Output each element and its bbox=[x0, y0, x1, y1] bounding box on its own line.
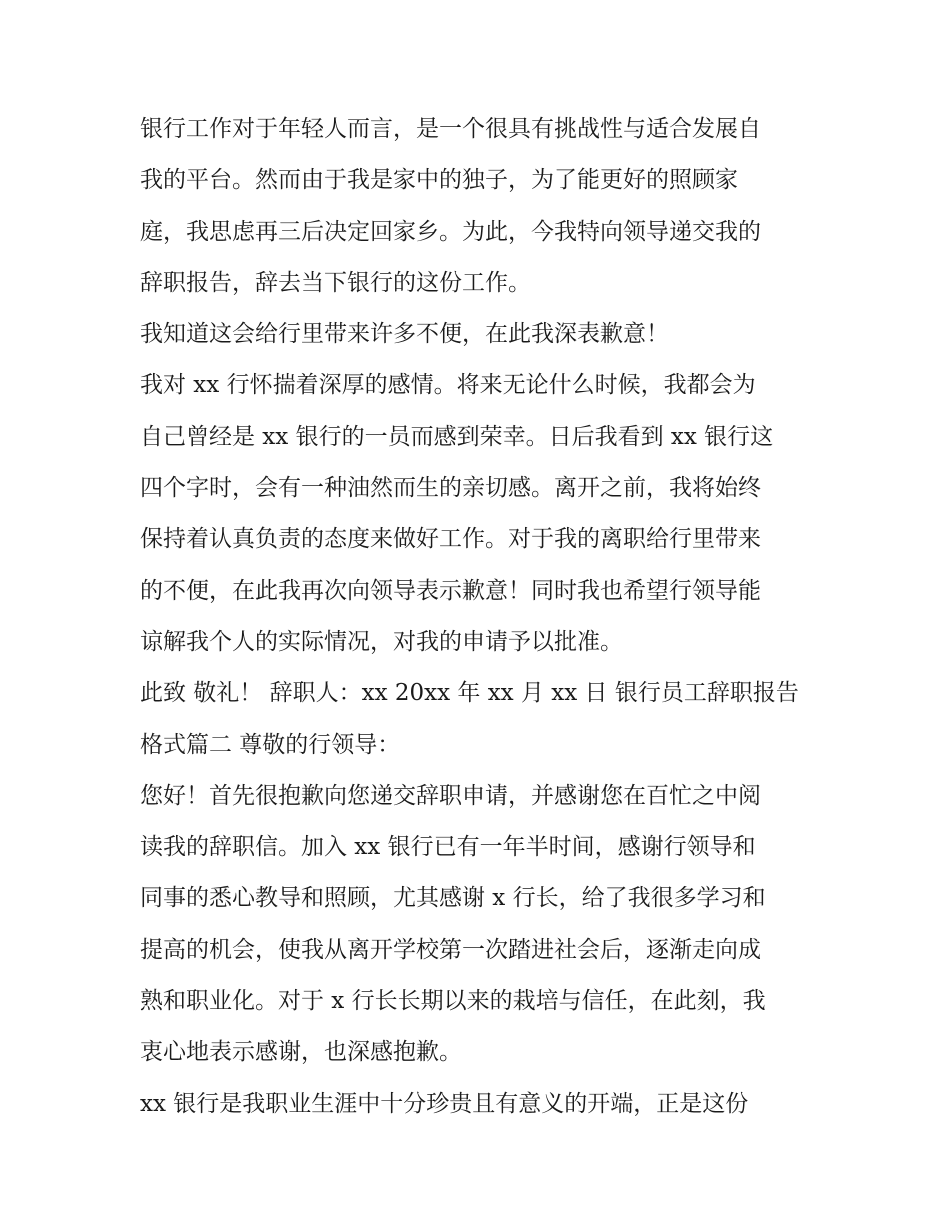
text-line: 您好！首先很抱歉向您递交辞职申请，并感谢您在百忙之中阅 bbox=[140, 782, 761, 809]
text-line: xx 银行是我职业生涯中十分珍贵且有意义的开端，正是这份 bbox=[140, 1090, 749, 1117]
text-line: 庭，我思虑再三后决定回家乡。为此，今我特向领导递交我的 bbox=[140, 218, 761, 245]
text-line: 我的平台。然而由于我是家中的独子，为了能更好的照顾家 bbox=[140, 167, 738, 194]
text-line: 辞职报告，辞去当下银行的这份工作。 bbox=[140, 269, 531, 296]
document-body bbox=[140, 104, 820, 1130]
text-line: 我对 xx 行怀揣着深厚的感情。将来无论什么时候，我都会为 bbox=[140, 372, 756, 399]
text-line: 衷心地表示感谢，也深感抱歉。 bbox=[140, 1039, 462, 1066]
text-line: 四个字时，会有一种油然而生的亲切感。离开之前，我将始终 bbox=[140, 475, 761, 502]
text-line: 的不便，在此我再次向领导表示歉意！同时我也希望行领导能 bbox=[140, 577, 761, 604]
text-line: 同事的悉心教导和照顾，尤其感谢 x 行长，给了我很多学习和 bbox=[140, 885, 766, 912]
text-line: 读我的辞职信。加入 xx 银行已有一年半时间，感谢行领导和 bbox=[140, 834, 756, 861]
text-line: 银行工作对于年轻人而言，是一个很具有挑战性与适合发展自 bbox=[140, 116, 761, 142]
text-line: 此致 敬礼！ 辞职人：xx 20xx 年 xx 月 xx 日 银行员工辞职报告 bbox=[140, 680, 799, 707]
text-line: 保持着认真负责的态度来做好工作。对于我的离职给行里带来 bbox=[140, 526, 761, 553]
text-line: 自己曾经是 xx 银行的一员而感到荣幸。日后我看到 xx 银行这 bbox=[140, 423, 774, 450]
text-line: 提高的机会，使我从离开学校第一次踏进社会后，逐渐走向成 bbox=[140, 936, 761, 963]
text-line: 谅解我个人的实际情况，对我的申请予以批准。 bbox=[140, 628, 623, 655]
text-line: 格式篇二 尊敬的行领导： bbox=[140, 731, 401, 758]
text-line: 我知道这会给行里带来许多不便，在此我深表歉意！ bbox=[140, 321, 669, 348]
text-line: 熟和职业化。对于 x 行长长期以来的栽培与信任，在此刻，我 bbox=[140, 988, 766, 1015]
